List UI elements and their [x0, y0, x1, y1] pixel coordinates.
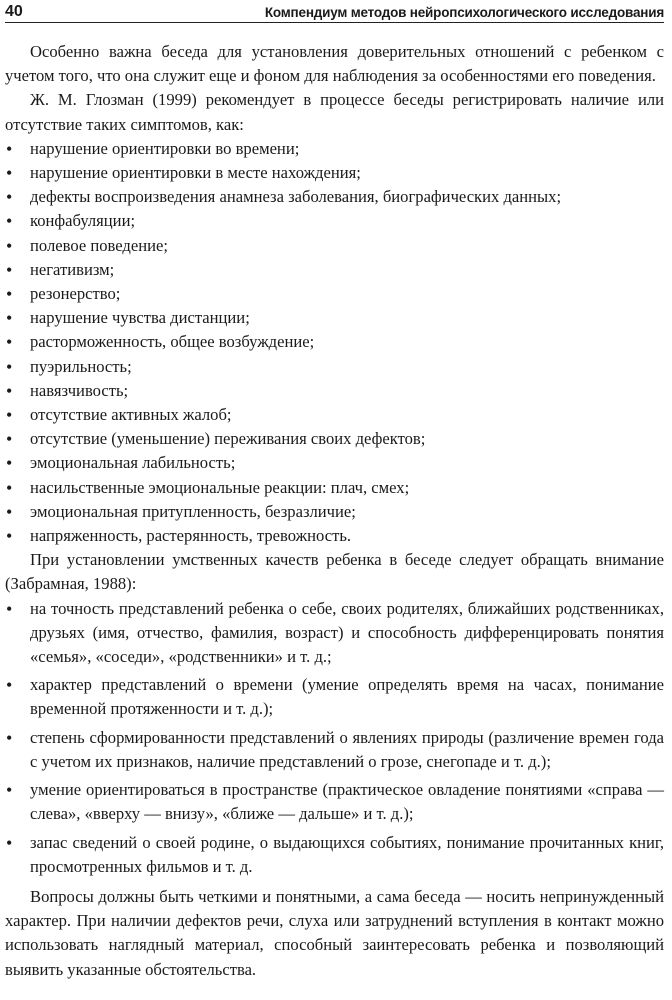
list-item: • на точность представлений ребенка о себе, своих родителях, ближайших родственниках, друзьях (имя, отчество, фамилия, возраст) и способность дифференцировать понятия «семья», «соседи», «родственники» и т. д.;	[5, 597, 664, 670]
list-item: • насильственные эмоциональные реакции: плач, смех;	[5, 476, 664, 500]
list-item: • эмоциональная лабильность;	[5, 451, 664, 475]
paragraph-zabramnaya: При установлении умственных качеств ребенка в беседе следует обращать внимание (Забрамная, 1988):	[5, 550, 664, 594]
list-item: • расторможенность, общее возбуждение;	[5, 330, 664, 354]
paragraph-intro: Особенно важна беседа для установления доверительных отношений с ребенком с учетом того, что она служит еще и фоном для наблюдения за особенностями его поведения.	[5, 42, 664, 86]
list-item: • степень сформированности представлений о явлениях природы (различение времен года с учетом их признаков, наличие представлений о грозе, снегопаде и т. д.);	[5, 726, 664, 774]
list-item: • отсутствие активных жалоб;	[5, 403, 664, 427]
list-item: • навязчивость;	[5, 379, 664, 403]
list-item: • пуэрильность;	[5, 355, 664, 379]
list-item: • умение ориентироваться в пространстве (практическое овладение понятиями «справа — слева», «вверху — внизу», «ближе — дальше» и т. д.);	[5, 778, 664, 826]
list-item: • напряженность, растерянность, тревожность.	[5, 524, 664, 548]
list-item: • конфабуляции;	[5, 209, 664, 233]
list-item: • резонерство;	[5, 282, 664, 306]
symptoms-list	[5, 137, 664, 548]
page-number: 40	[5, 3, 23, 20]
list-item: • нарушение ориентировки во времени;	[5, 137, 664, 161]
paragraph-questions: Вопросы должны быть четкими и понятными, а сама беседа — носить непринужденный характер. При наличии дефектов речи, слуха или затруднений вступления в контакт можно использовать наглядный материал, способный заинтересовать ребенка и позволяющий выявить указанные обстоятельства.	[5, 886, 664, 979]
page-body	[5, 40, 664, 982]
list-item: • негативизм;	[5, 258, 664, 282]
list-item: • полевое поведение;	[5, 234, 664, 258]
qualities-list	[5, 597, 664, 879]
list-item: • нарушение чувства дистанции;	[5, 306, 664, 330]
list-item: • характер представлений о времени (умение определять время на часах, понимание временной протяженности и т. д.);	[5, 673, 664, 721]
list-item: • запас сведений о своей родине, о выдающихся событиях, понимание прочитанных книг, просмотренных фильмов и т. д.	[5, 831, 664, 879]
running-title: Компендиум методов нейропсихологического исследования	[264, 5, 664, 20]
list-item: • дефекты воспроизведения анамнеза заболевания, биографических данных;	[5, 185, 664, 209]
paragraph-glozman: Ж. М. Глозман (1999) рекомендует в процессе беседы регистрировать наличие или отсутствие таких симптомов, как:	[5, 90, 664, 134]
list-item: • отсутствие (уменьшение) переживания своих дефектов;	[5, 427, 664, 451]
list-item: • нарушение ориентировки в месте нахождения;	[5, 161, 664, 185]
page-header	[5, 0, 664, 23]
list-item: • эмоциональная притупленность, безразличие;	[5, 500, 664, 524]
